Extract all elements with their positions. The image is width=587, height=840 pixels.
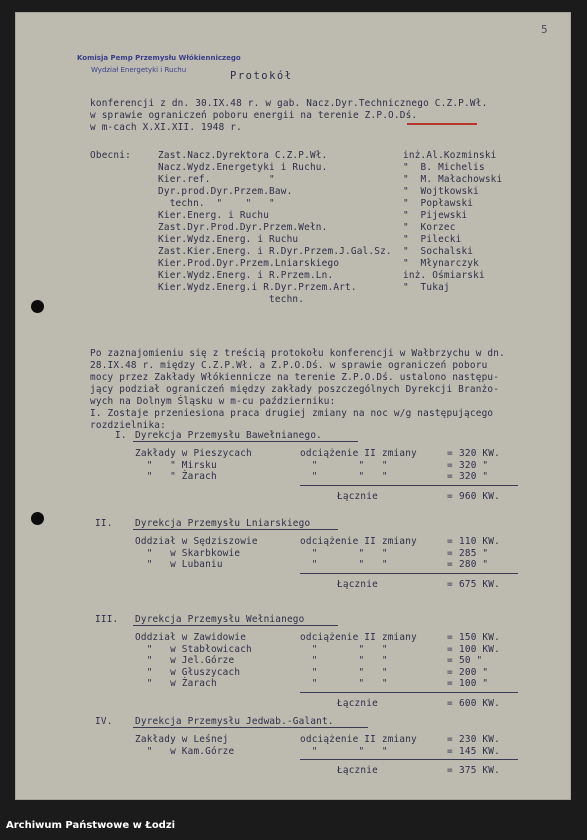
attendee-name: " Korzec	[403, 222, 456, 233]
paragraph-line: mocy przez Zakłady Włókiennicze na terenie Z.P.O.Dś. ustalono następu-	[90, 372, 500, 383]
attendee-name: " M. Małachowski	[403, 174, 503, 185]
power-value: 100 KW.	[459, 643, 500, 655]
relief-label: odciążenie II zmiany	[300, 448, 417, 459]
attendee-name: inż. Ośmiarski	[403, 270, 485, 281]
paragraph-line: I. Zostaje przeniesiona praca drugiej zmiany na noc w/g następującego	[90, 408, 494, 419]
relief-label: " " "	[300, 666, 388, 678]
equals-sign: =	[447, 536, 453, 547]
equals-sign: =	[447, 666, 453, 678]
total-label: Łącznie	[337, 578, 378, 590]
document-page	[15, 12, 571, 800]
relief-label: " " "	[300, 559, 388, 570]
power-value: 280 "	[459, 559, 489, 570]
power-value: 100 "	[459, 678, 489, 689]
punch-hole	[31, 300, 44, 313]
equals-sign: =	[447, 655, 453, 666]
attendee-role: Zast.Nacz.Dyrektora C.Z.P.Wł.	[158, 150, 328, 161]
sum-line	[300, 692, 518, 693]
power-value: 200 "	[459, 666, 489, 678]
equals-sign: =	[447, 765, 453, 776]
equals-sign: =	[447, 559, 453, 570]
equals-sign: =	[447, 632, 453, 643]
power-value: 110 KW.	[459, 536, 500, 547]
sum-line	[300, 759, 518, 760]
unit-name: " " Mirsku	[135, 459, 217, 471]
punch-hole	[31, 512, 44, 525]
equals-sign: =	[447, 490, 453, 502]
unit-name: Oddział w Zawidowie	[135, 632, 247, 643]
relief-label: " " "	[300, 471, 388, 482]
relief-label: " " "	[300, 459, 388, 471]
paragraph-line: rozdzielnika:	[90, 420, 166, 431]
power-value: 150 KW.	[459, 632, 500, 643]
equals-sign: =	[447, 471, 453, 482]
attendee-name: " Popławski	[403, 198, 474, 209]
attendee-role: Kier.Wydz.Energ.i R.Dyr.Przem.Art.	[158, 282, 357, 293]
section-heading: Dyrekcja Przemysłu Bawełnianego.	[135, 430, 323, 441]
equals-sign: =	[447, 547, 453, 559]
attendee-role: Zast.Kier.Energ. i R.Dyr.Przem.J.Gal.Sz.	[158, 246, 392, 257]
sum-line	[300, 485, 518, 486]
paragraph-line: wych na Dolnym Śląsku w m-cu październiku:	[90, 396, 336, 407]
unit-name: " w Stabłowicach	[135, 643, 252, 655]
attendee-role: Kier.ref. "	[158, 174, 275, 185]
document-title: Protokół	[230, 70, 293, 82]
attendee-name: " Pilecki	[403, 234, 462, 245]
equals-sign: =	[447, 678, 453, 689]
attendee-role: Kier.Energ. i Ruchu	[158, 210, 270, 221]
equals-sign: =	[447, 448, 453, 459]
total-value: 960 KW.	[459, 490, 500, 502]
equals-sign: =	[447, 745, 453, 757]
unit-name: " w Jel.Górze	[135, 655, 235, 666]
attendee-name: inż.Al.Kozminski	[403, 150, 497, 161]
unit-name: " w Lubaniu	[135, 559, 223, 570]
heading-underline	[133, 727, 368, 728]
relief-label: " " "	[300, 643, 388, 655]
attendee-role: Kier.Wydz.Energ. i R.Przem.Ln.	[158, 270, 334, 281]
archive-footer: Archiwum Państwowe w Łodzi	[6, 820, 176, 831]
attendee-role: Kier.Wydz.Energ. i Ruchu	[158, 234, 299, 245]
power-value: 320 "	[459, 471, 489, 482]
attendee-role: techn. " " "	[158, 198, 275, 209]
section-numeral: IV.	[95, 716, 113, 727]
paragraph-line: Po zaznajomieniu się z treścią protokołu konferencji w Wałbrzychu w dn.	[90, 348, 505, 359]
unit-name: Oddział w Sędziszowie	[135, 536, 258, 547]
power-value: 50 "	[459, 655, 483, 666]
section-heading: Dyrekcja Przemysłu Wełnianego	[135, 614, 305, 625]
power-value: 320 KW.	[459, 448, 500, 459]
attendee-name: " Wojtkowski	[403, 186, 479, 197]
section-numeral: III.	[95, 614, 119, 625]
equals-sign: =	[447, 734, 453, 745]
unit-name: " w Głuszycach	[135, 666, 241, 678]
total-label: Łącznie	[337, 490, 378, 502]
power-value: 320 "	[459, 459, 489, 471]
section-heading: Dyrekcja Przemysłu Lniarskiego	[135, 518, 311, 529]
relief-label: odciążenie II zmiany	[300, 536, 417, 547]
paragraph-line: 28.IX.48 r. między C.Z.P.Wł. a Z.P.O.Dś. w sprawie ograniczeń poboru	[90, 360, 488, 371]
section-heading: Dyrekcja Przemysłu Jedwab.-Galant.	[135, 716, 334, 727]
equals-sign: =	[447, 459, 453, 471]
unit-name: " w Kam.Górze	[135, 745, 235, 757]
total-value: 675 KW.	[459, 578, 500, 590]
equals-sign: =	[447, 697, 453, 709]
power-value: 230 KW.	[459, 734, 500, 745]
heading-underline	[133, 441, 358, 442]
heading-underline	[133, 529, 338, 530]
attendee-role: Dyr.prod.Dyr.Przem.Baw.	[158, 186, 293, 197]
relief-label: " " "	[300, 655, 388, 666]
power-value: 145 KW.	[459, 745, 500, 757]
attendee-role: Kier.Prod.Dyr.Przem.Lniarskiego	[158, 258, 340, 269]
intro-line-3: w m-cach X.XI.XII. 1948 r.	[90, 122, 242, 133]
section-numeral: I.	[115, 430, 127, 441]
attendee-name: " B. Michelis	[403, 162, 485, 173]
total-label: Łącznie	[337, 765, 378, 776]
sum-line	[300, 573, 518, 574]
attendee-role: techn.	[158, 294, 305, 305]
relief-label: odciążenie II zmiany	[300, 734, 417, 745]
attendee-name: " Młynarczyk	[403, 258, 479, 269]
attendance-label: Obecni:	[90, 150, 131, 161]
attendee-role: Zast.Dyr.Prod.Dyr.Przem.Wełn.	[158, 222, 328, 233]
equals-sign: =	[447, 643, 453, 655]
relief-label: " " "	[300, 745, 388, 757]
paragraph-line: jący podział ograniczeń między zakłady poszczególnych Dyrekcji Branżo-	[90, 384, 500, 395]
relief-label: " " "	[300, 547, 388, 559]
unit-name: " w Żarach	[135, 678, 217, 689]
relief-label: odciążenie II zmiany	[300, 632, 417, 643]
attendee-role: Nacz.Wydz.Energetyki i Ruchu.	[158, 162, 328, 173]
unit-name: " " Żarach	[135, 471, 217, 482]
power-value: 285 "	[459, 547, 489, 559]
relief-label: " " "	[300, 678, 388, 689]
unit-name: Zakłady w Leśnej	[135, 734, 229, 745]
attendee-name: " Tukaj	[403, 282, 450, 293]
total-value: 375 KW.	[459, 765, 500, 776]
equals-sign: =	[447, 578, 453, 590]
section-numeral: II.	[95, 518, 113, 529]
stamp-line-2: Wydział Energetyki i Ruchu	[91, 66, 187, 74]
red-underline	[407, 123, 477, 125]
unit-name: " w Skarbkowie	[135, 547, 241, 559]
total-label: Łącznie	[337, 697, 378, 709]
heading-underline	[133, 625, 338, 626]
total-value: 600 KW.	[459, 697, 500, 709]
attendee-name: " Pijewski	[403, 210, 468, 221]
unit-name: Zakłady w Pieszycach	[135, 448, 252, 459]
stamp-line-1: Komisja Pemp Przemysłu Włókienniczego	[77, 54, 241, 62]
attendee-name: " Sochalski	[403, 246, 474, 257]
intro-line-2: w sprawie ograniczeń poboru energii na terenie Z.P.O.Dś.	[90, 110, 418, 121]
page-number: 5	[541, 23, 548, 36]
intro-line-1: konferencji z dn. 30.IX.48 r. w gab. Nacz.Dyr.Technicznego C.Z.P.Wł.	[90, 98, 488, 109]
